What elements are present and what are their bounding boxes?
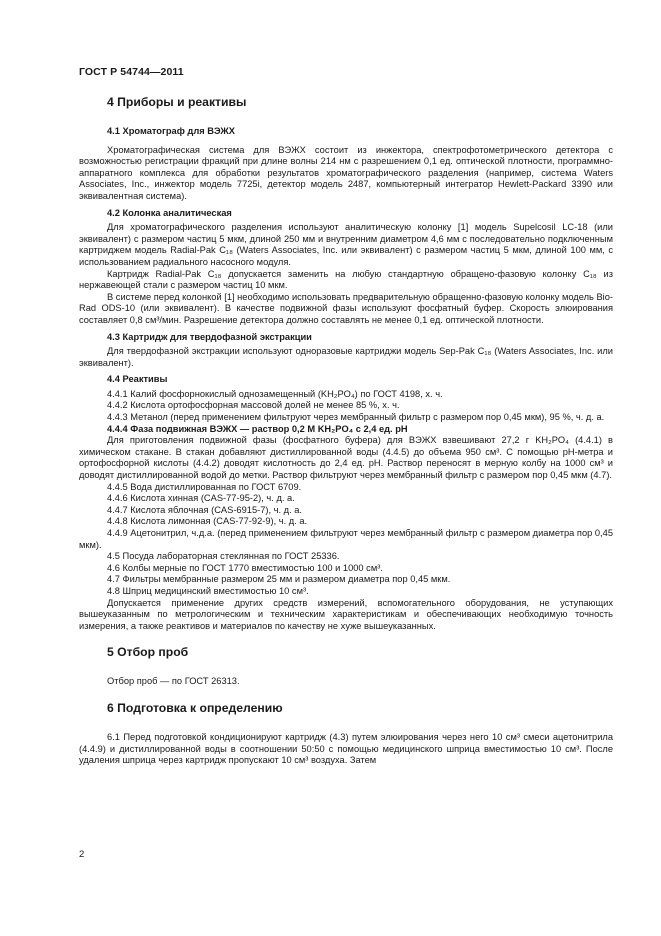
section-5-text: Отбор проб — по ГОСТ 26313. bbox=[107, 676, 240, 687]
item-4-4-2: 4.4.2 Кислота ортофосфорная массовой долей не менее 85 %, х. ч. bbox=[107, 400, 400, 411]
subsection-4-3-title: 4.3 Картридж для твердофазной экстракции bbox=[107, 331, 312, 342]
item-4-8: 4.8 Шприц медицинский вместимостью 10 см³. bbox=[107, 585, 309, 596]
section-5-title: 5 Отбор проб bbox=[107, 645, 189, 660]
item-4-4-4-text: Для приготовления подвижной фазы (фосфатного буфера) для ВЭЖХ взвешивают 27,2 г KH₂PO₄ (4.4.1) в химическом стакане. В стакан добавляют дистиллированной воды (4.4.5) до объема 950 см³. С помощью pH-метра и ортофосфорной кислоты (4.4.2) доводят кислотность до 2,4 ед. pH. Раствор переносят в мерную колбу на 1000 см³ и доводят дистиллированной водой до метки. Раствор фильтруют через мембранный фильтр с размером пор 0,45 мкм (4.7). bbox=[79, 435, 613, 481]
item-4-5: 4.5 Посуда лабораторная стеклянная по ГОСТ 25336. bbox=[107, 551, 340, 562]
item-4-4-3: 4.4.3 Метанол (перед применением фильтруют через мембранный фильтр с размером пор 0,45 мкм), 95 %, ч. д. а. bbox=[107, 412, 605, 423]
subsection-4-4-title: 4.4 Реактивы bbox=[107, 374, 168, 385]
subsection-4-2-paragraph-2: Картридж Radial-Pak C₁₈ допускается заменить на любую стандартную обращено-фазовую колонку C₁₈ из нержавеющей стали с размером частиц 10 мкм. bbox=[79, 268, 613, 291]
item-4-4-9: 4.4.9 Ацетонитрил, ч.д.а. (перед применением фильтруют через мембранный фильтр с размером диаметра пор 0,45 мкм). bbox=[79, 528, 613, 550]
subsection-4-1-text: Хроматографическая система для ВЭЖХ состоит из инжектора, спектрофотометрического детектора с возможностью регистрации фракций при длине волны 214 нм с разрешением 0,1 ед. оптической плотности, программно-аппаратного комплекса для обработки результатов хроматографического разделения (например, система Waters Associates, Inc., инжектор модель 7725i, детектор модель 2487, компьютерный интегратор Hewlett-Packard 3390 или эквивалентная система). bbox=[79, 144, 613, 201]
subsection-4-1-title: 4.1 Хроматограф для ВЭЖХ bbox=[107, 126, 235, 136]
item-4-4-6: 4.4.6 Кислота хинная (CAS-77-95-2), ч. д. а. bbox=[107, 493, 295, 504]
page-number: 2 bbox=[79, 849, 85, 860]
item-4-6: 4.6 Колбы мерные по ГОСТ 1770 вместимостью 100 и 1000 см³. bbox=[107, 562, 383, 573]
item-4-4-8: 4.4.8 Кислота лимонная (CAS-77-92-9), ч. д. а. bbox=[107, 516, 308, 527]
item-4-4-5: 4.4.5 Вода дистиллированная по ГОСТ 6709. bbox=[107, 481, 302, 492]
section-6-title: 6 Подготовка к определению bbox=[107, 700, 283, 715]
document-code: ГОСТ Р 54744—2011 bbox=[79, 66, 184, 78]
document-body bbox=[79, 95, 613, 767]
item-4-4-4-label: 4.4.4 Фаза подвижная ВЭЖХ — раствор 0,2 M KH₂PO₄ с 2,4 ед. pH bbox=[107, 423, 408, 434]
section-4-note: Допускается применение других средств измерений, вспомогательного оборудования, не уступающих вышеуказанным по метрологическим и техническим характеристикам и обеспечивающих необходимую точность измерения, а также реактивов и материалов по качеству не хуже вышеуказанных. bbox=[79, 597, 613, 631]
subsection-4-3-text: Для твердофазной экстракции используют одноразовые картриджи модель Sep-Pak C₁₈ (Waters Associates, Inc. или эквивалент). bbox=[79, 346, 613, 368]
subsection-4-2-title: 4.2 Колонка аналитическая bbox=[107, 207, 232, 218]
section-4-title: 4 Приборы и реактивы bbox=[107, 95, 247, 109]
subsection-4-2-paragraph-1: Для хроматографического разделения используют аналитическую колонку [1] модель Supelcosil LC-18 (или эквивалент) с размером частиц 5 мкм, длиной 250 мм и внутренним диаметром 4,6 мм с последовательно подключенным картриджем модель Radial-Pak C₁₈ (Waters Associates, Inc. или эквивалент) с размером частиц 5 мкм, длиной 100 мм, с использованием радиального насосного модуля. bbox=[79, 222, 613, 267]
item-4-4-1: 4.4.1 Калий фосфорнокислый однозамещенный (KH₂PO₄) по ГОСТ 4198, х. ч. bbox=[107, 388, 443, 399]
section-6-paragraph-1: 6.1 Перед подготовкой кондиционируют картридж (4.3) путем элюирования через него 10 см³ смеси ацетонитрила (4.4.9) и дистиллированной воды в соотношении 50:50 с помощью медицинского шприца вместимостью 10 см³. После удаления шприца через картридж пропускают 10 см³ воздуха. Затем bbox=[79, 731, 613, 766]
item-4-4-7: 4.4.7 Кислота яблочная (CAS-6915-7), ч. д. а. bbox=[107, 504, 302, 515]
item-4-4-4-heading bbox=[79, 424, 613, 436]
item-4-7: 4.7 Фильтры мембранные размером 25 мм и размером диаметра пор 0,45 мкм. bbox=[107, 574, 451, 585]
subsection-4-2-paragraph-3: В системе перед колонкой [1] необходимо использовать предварительную обращенно-фазовую колонку модель Bio-Rad ODS-10 (или эквивалент). В качестве подвижной фазы используют фосфатный буфер. Скорость элюирования составляет 0,8 см³/мин. Разрешение детектора должно составлять не менее 0,1 ед. оптической плотности. bbox=[79, 291, 613, 325]
